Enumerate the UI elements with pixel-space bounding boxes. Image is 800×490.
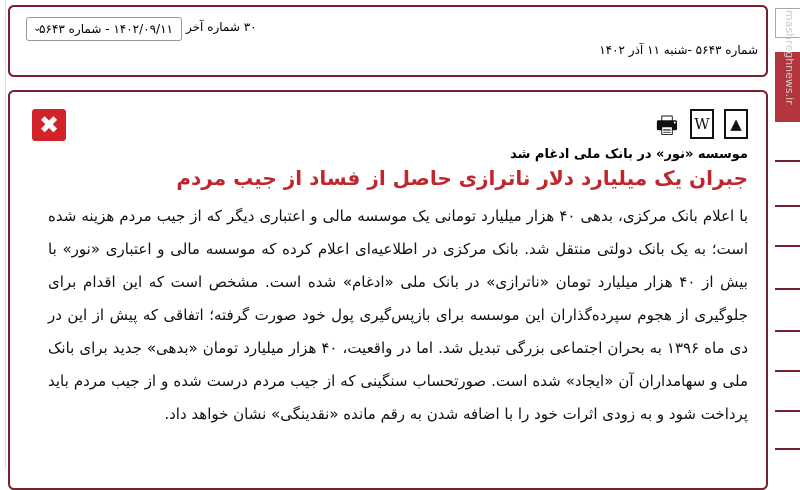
issue-select-value: ۱۴۰۲/۰۹/۱۱ - شماره ۵۶۴۳ [39, 22, 173, 36]
issue-select[interactable] [26, 17, 182, 41]
issue-header [8, 5, 768, 77]
divider [775, 160, 800, 162]
divider [775, 330, 800, 332]
divider [775, 288, 800, 290]
article-subtitle: موسسه «نور» در بانک ملی ادغام شد [510, 147, 748, 162]
watermark: mashreghnews.ir [783, 10, 796, 105]
article-title: جبران یک میلیارد دلار ناترازی حاصل از فساد از جیب مردم [176, 166, 748, 190]
last-issues-label: ۳۰ شماره آخر [186, 20, 257, 34]
issue-info: شماره ۵۶۴۳ -شنبه ۱۱ آذر ۱۴۰۲ [599, 43, 758, 57]
image-icon[interactable]: ▲ [724, 109, 748, 139]
close-button[interactable]: ✖ [32, 109, 66, 141]
divider [775, 205, 800, 207]
left-edge [0, 0, 6, 469]
word-icon[interactable]: W [690, 109, 714, 139]
divider [775, 245, 800, 247]
article-body: با اعلام بانک مرکزی، بدهی ۴۰ هزار میلیارد تومانی یک موسسه مالی و اعتباری دیگر که از جیب مردم هزینه شده است؛ به یک بانک دولتی منتقل شد. بانک مرکزی در اطلاعیه‌ای اعلام کرده که موسسه مالی و اعتباری «نور» با بیش از ۴۰ هزار میلیارد تومان «ناترازی» در بانک ملی «ادغام» شده است. مشخص است که این اقدام برای جلوگیری از هجوم سپرده‌گذاران این موسسه برای بازپس‌گیری پول خود صورت گرفته؛ اتفاقی که پیش از این در دی ماه ۱۳۹۶ به بحران اجتماعی بزرگی تبدیل شد. اما در واقعیت، ۴۰ هزار میلیارد تومان «بدهی» جدید برای بانک ملی و سهامداران آن «ایجاد» شده است. صورتحساب سنگینی که از جیب مردم درست شده و از جیب مردم باید پرداخت شود و به زودی اثرات خود را با اضافه شدن به رقم مانده «نقدینگی» نشان خواهد داد. [48, 207, 748, 423]
divider [775, 370, 800, 372]
article-tools [654, 109, 748, 141]
article-panel [8, 90, 768, 490]
divider [775, 448, 800, 450]
print-icon[interactable]: 🖶 [655, 111, 679, 139]
divider [775, 410, 800, 412]
chevron-down-icon: ⌄ [33, 23, 42, 34]
